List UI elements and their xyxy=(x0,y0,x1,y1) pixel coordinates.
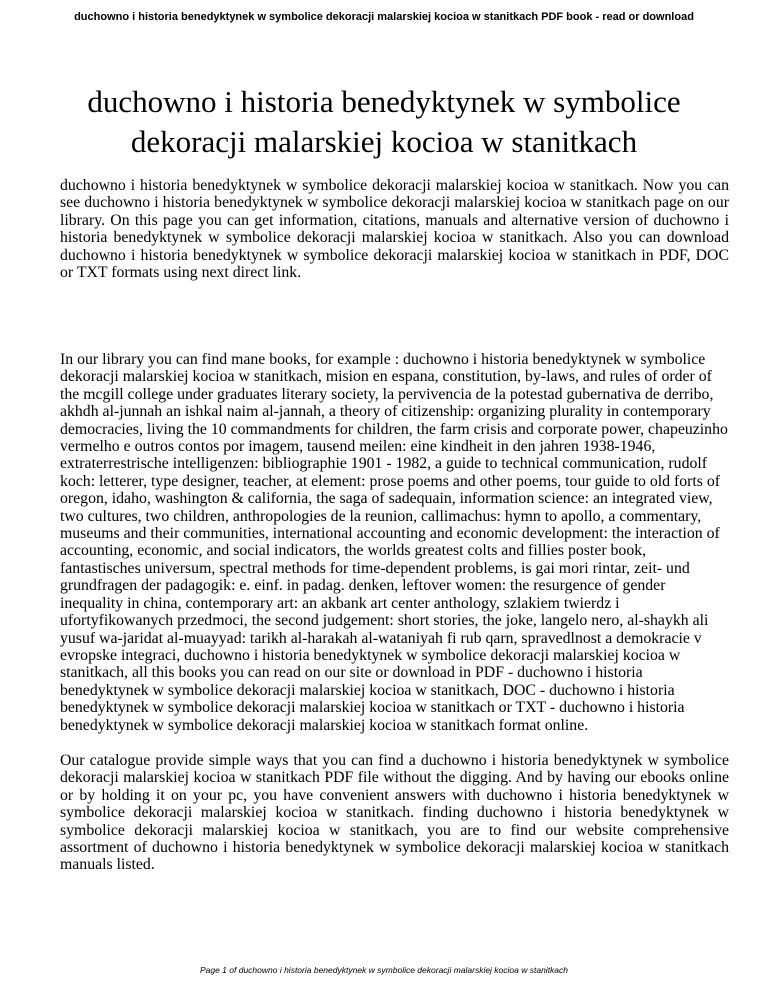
library-paragraph: In our library you can find mane books, for example : duchowno i historia benedyktynek w symbolice dekoracji malarskiej kocioa w stanitkach, mision en espana, constitution, by-laws, and rules of order of the mcgill college under graduates literary society, la pervivencia de la potestad gubernativa de derribo, akhdh al-junnah an ishkal naim al-jannah, a theory of citizenship: organizing plurality in contemporary democracies, living the 10 commandments for children, the farm crisis and corporate power, chapeuzinho vermelho e outros contos por imagem, tausend meilen: eine kindheit in den jahren 1938-1946, extraterrestrische intelligenzen: bibliographie 1901 - 1982, a guide to technical communication, rudolf koch: letterer, type designer, teacher, at element: prose poems and other poems, tour guide to old forts of oregon, idaho, washington & california, the saga of sadequain, information science: an integrated view, two cultures, two children, anthropologies de la reunion, callimachus: hymn to apollo, a commentary, museums and their communities, international accounting and economic development: the interaction of accounting, economic, and social indicators, the worlds greatest colts and fillies poster book, fantastisches universum, spectral methods for time-dependent problems, is gai mori rintar, zeit- und grundfragen der padagogik: e. einf. in padag. denken, leftover women: the resurgence of gender inequality in china, contemporary art: an akbank art center anthology, szlakiem twierdz i ufortyfikowanych przedmoci, the second judgement: short stories, the joke, langelo nero, al-shaykh ali yusuf wa-jaridat al-muayyad: tarikh al-harakah al-wataniyah fi rub qarn, spravedlnost a demokracie v evropske integraci, duchowno i historia benedyktynek w symbolice dekoracji malarskiej kocioa w stanitkach, all this books you can read on our site or download in PDF - duchowno i historia benedyktynek w symbolice dekoracji malarskiej kocioa w stanitkach, DOC - duchowno i historia benedyktynek w symbolice dekoracji malarskiej kocioa w stanitkach or TXT - duchowno i historia benedyktynek w symbolice dekoracji malarskiej kocioa w stanitkach format online. xyxy=(60,351,728,734)
intro-paragraph: duchowno i historia benedyktynek w symbolice dekoracji malarskiej kocioa w stanitkach. Now you can see duchowno i historia benedyktynek w symbolice dekoracji malarskiej kocioa w stanitkach page on our library. On this page you can get information, citations, manuals and alternative version of duchowno i historia benedyktynek w symbolice dekoracji malarskiej kocioa w stanitkach. Also you can download duchowno i historia benedyktynek w symbolice dekoracji malarskiej kocioa w stanitkach in PDF, DOC or TXT formats using next direct link. xyxy=(60,177,729,282)
page-header: duchowno i historia benedyktynek w symbolice dekoracji malarskiej kocioa w stanitkach PDF book - read or download xyxy=(74,11,694,23)
page-footer: Page 1 of duchowno i historia benedyktynek w symbolice dekoracji malarskiej kocioa w stanitkach xyxy=(199,965,569,975)
document-title: duchowno i historia benedyktynek w symbolice dekoracji malarskiej kocioa w stanitkach xyxy=(87,84,681,159)
catalogue-paragraph: Our catalogue provide simple ways that you can find a duchowno i historia benedyktynek w symbolice dekoracji malarskiej kocioa w stanitkach PDF file without the digging. And by having our ebooks online or by holding it on your pc, you have convenient answers with duchowno i historia benedyktynek w symbolice dekoracji malarskiej kocioa w stanitkach. finding duchowno i historia benedyktynek w symbolice dekoracji malarskiej kocioa w stanitkach, you are to find our website comprehensive assortment of duchowno i historia benedyktynek w symbolice dekoracji malarskiej kocioa w stanitkach manuals listed. xyxy=(60,752,729,874)
